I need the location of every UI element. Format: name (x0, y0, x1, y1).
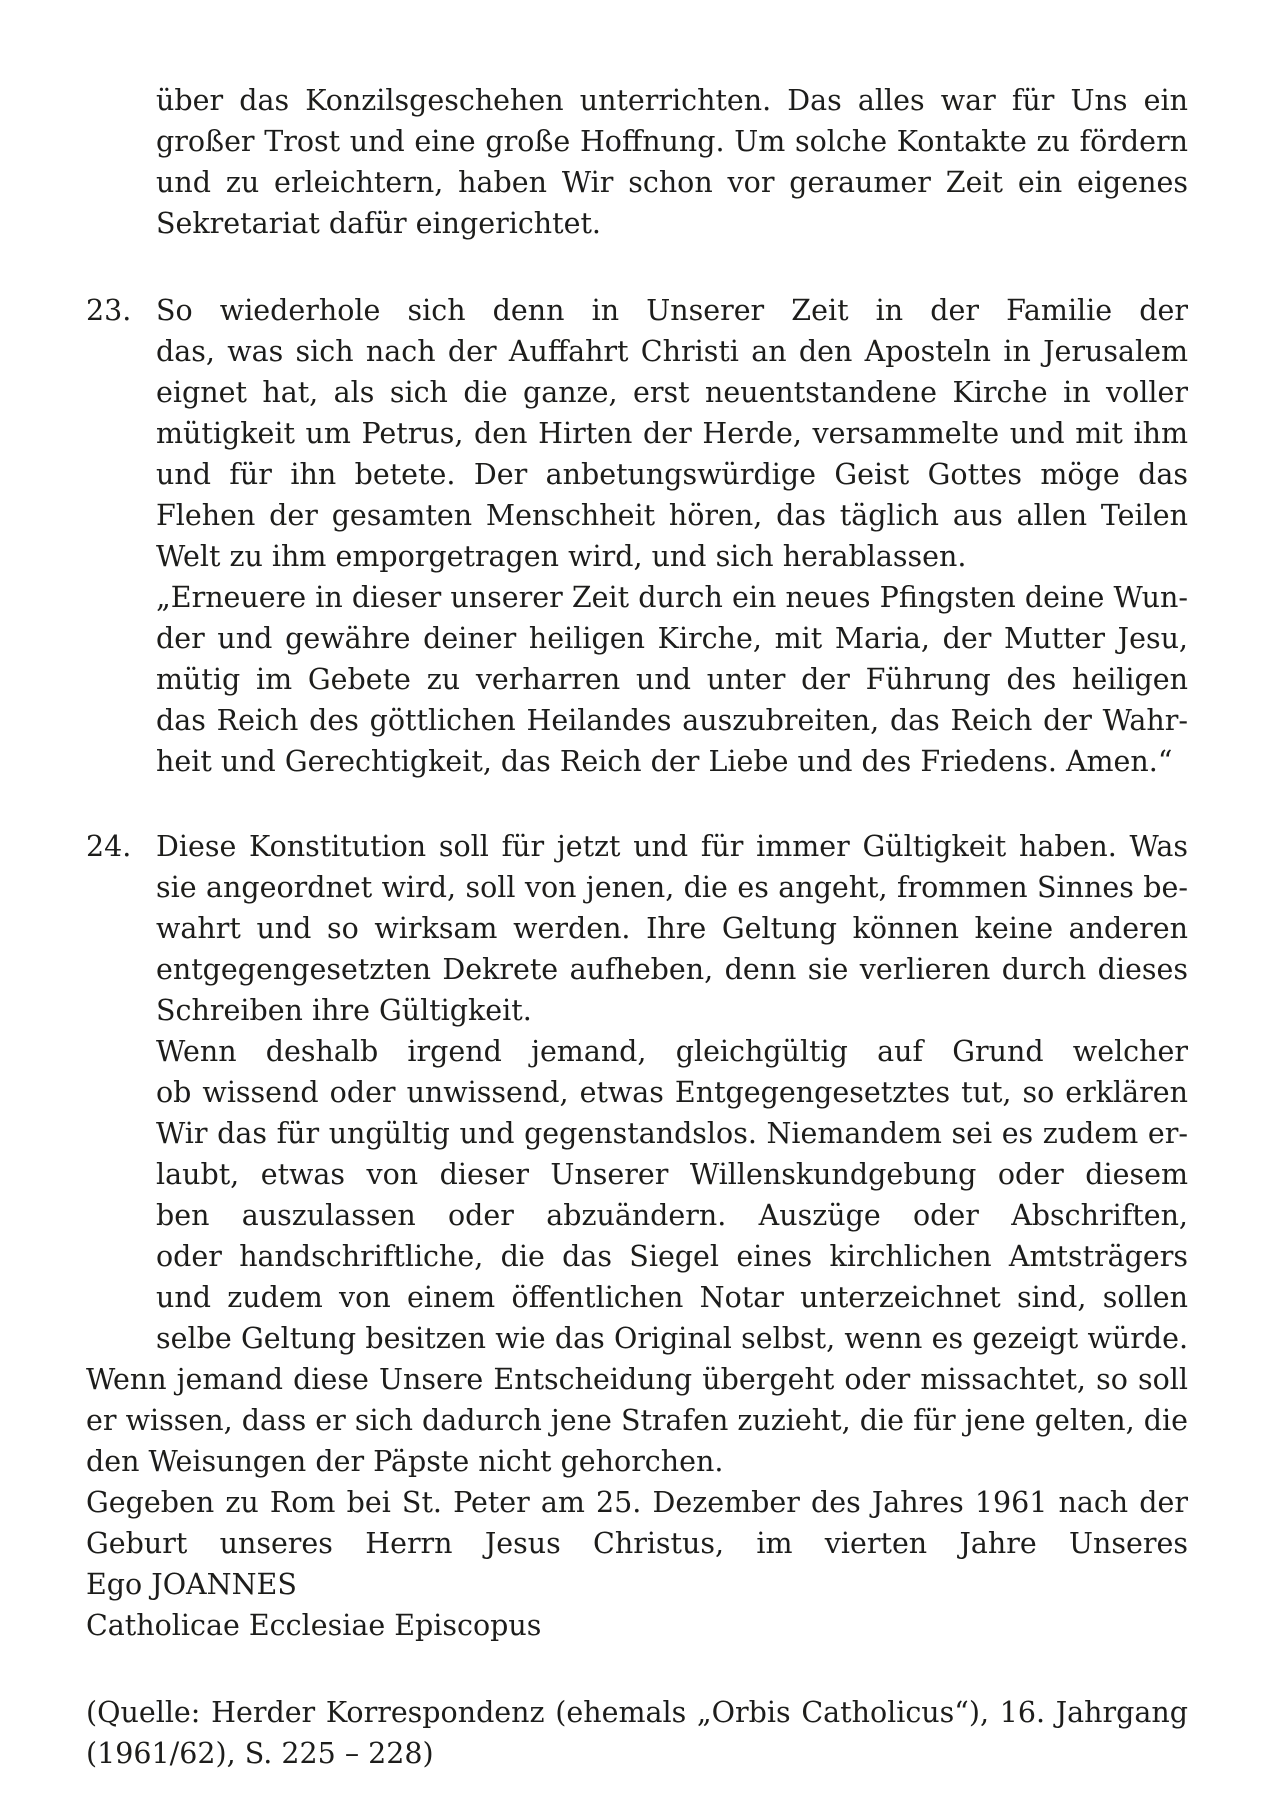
text-line: das Reich des göttlichen Heilandes auszubreiten, das Reich der Wahr- (156, 704, 1188, 737)
text-line: ob wissend oder unwissend, etwas Entgegengesetztes tut, so erklären (156, 1076, 1188, 1109)
text-line: mütigkeit um Petrus, den Hirten der Herde, versammelte und mit ihm (156, 417, 1188, 450)
text-line: Diese Konstitution soll für jetzt und für immer Gültigkeit haben. Was (156, 830, 1188, 863)
text-line: das, was sich nach der Auffahrt Christi an den Aposteln in Jerusalem (156, 335, 1188, 368)
signature-title: Catholicae Ecclesiae Episcopus (86, 1609, 542, 1642)
text-line: mütig im Gebete zu verharren und unter der Führung des heiligen (156, 663, 1188, 696)
text-line: (1961/62), S. 225 – 228) (86, 1737, 434, 1770)
signature-name: Ego JOANNES (86, 1568, 297, 1601)
text-line: (Quelle: Herder Korrespondenz (ehemals „Orbis Catholicus“), 16. Jahrgang (86, 1696, 1188, 1729)
text-line: Wenn deshalb irgend jemand, gleichgültig auf Grund welcher (156, 1035, 1188, 1068)
text-line: entgegengesetzten Dekrete aufheben, denn sie verlieren durch dieses (156, 953, 1188, 986)
text-line: oder handschriftliche, die das Siegel eines kirchlichen Amtsträgers (156, 1240, 1188, 1273)
text-line: großer Trost und eine große Hoffnung. Um solche Kontakte zu fördern (156, 125, 1188, 158)
text-line: Wir das für ungültig und gegenstandslos. Niemandem sei es zudem er- (156, 1117, 1188, 1150)
text-line: über das Konzilsgeschehen unterrichten. Das alles war für Uns ein (156, 84, 1188, 117)
text-line: und zu erleichtern, haben Wir schon vor geraumer Zeit ein eigenes (156, 166, 1188, 199)
text-line: und für ihn betete. Der anbetungswürdige Geist Gottes möge das (156, 458, 1188, 491)
text-line: laubt, etwas von dieser Unserer Willenskundgebung oder diesem (156, 1158, 1188, 1191)
text-line: Gegeben zu Rom bei St. Peter am 25. Dezember des Jahres 1961 nach der (86, 1486, 1188, 1519)
text-line: Welt zu ihm emporgetragen wird, und sich herablassen. (156, 540, 967, 573)
text-line: der und gewähre deiner heiligen Kirche, mit Maria, der Mutter Jesu, (156, 622, 1188, 655)
text-line: und zudem von einem öffentlichen Notar unterzeichnet sind, sollen (156, 1281, 1188, 1314)
text-line: „Erneuere in dieser unserer Zeit durch ein neues Pfingsten deine Wun- (156, 581, 1188, 614)
text-line: den Weisungen der Päpste nicht gehorchen. (86, 1445, 724, 1478)
text-line: heit und Gerechtigkeit, das Reich der Liebe und des Friedens. Amen.“ (156, 745, 1173, 778)
text-line: Wenn jemand diese Unsere Entscheidung übergeht oder missachtet, so soll (86, 1363, 1188, 1396)
text-line: wahrt und so wirksam werden. Ihre Geltung können keine anderen (156, 912, 1188, 945)
text-line: ben auszulassen oder abzuändern. Auszüge oder Abschriften, (156, 1199, 1188, 1232)
text-line: Flehen der gesamten Menschheit hören, das täglich aus allen Teilen (156, 499, 1188, 532)
text-line: sie angeordnet wird, soll von jenen, die es angeht, frommen Sinnes be- (156, 871, 1188, 904)
text-line: Geburt unseres Herrn Jesus Christus, im vierten Jahre Unseres (86, 1527, 1188, 1560)
section-number: 23. (86, 294, 132, 327)
section-number: 24. (86, 830, 132, 863)
text-line: So wiederhole sich denn in Unserer Zeit in der Familie der (156, 294, 1188, 327)
text-line: Sekretariat dafür eingerichtet. (156, 207, 601, 240)
text-line: selbe Geltung besitzen wie das Original selbst, wenn es gezeigt würde. (156, 1322, 1188, 1355)
text-line: Schreiben ihre Gültigkeit. (156, 994, 532, 1027)
text-line: eignet hat, als sich die ganze, erst neuentstandene Kirche in voller (156, 376, 1188, 409)
text-line: er wissen, dass er sich dadurch jene Strafen zuzieht, die für jene gelten, die (86, 1404, 1188, 1437)
